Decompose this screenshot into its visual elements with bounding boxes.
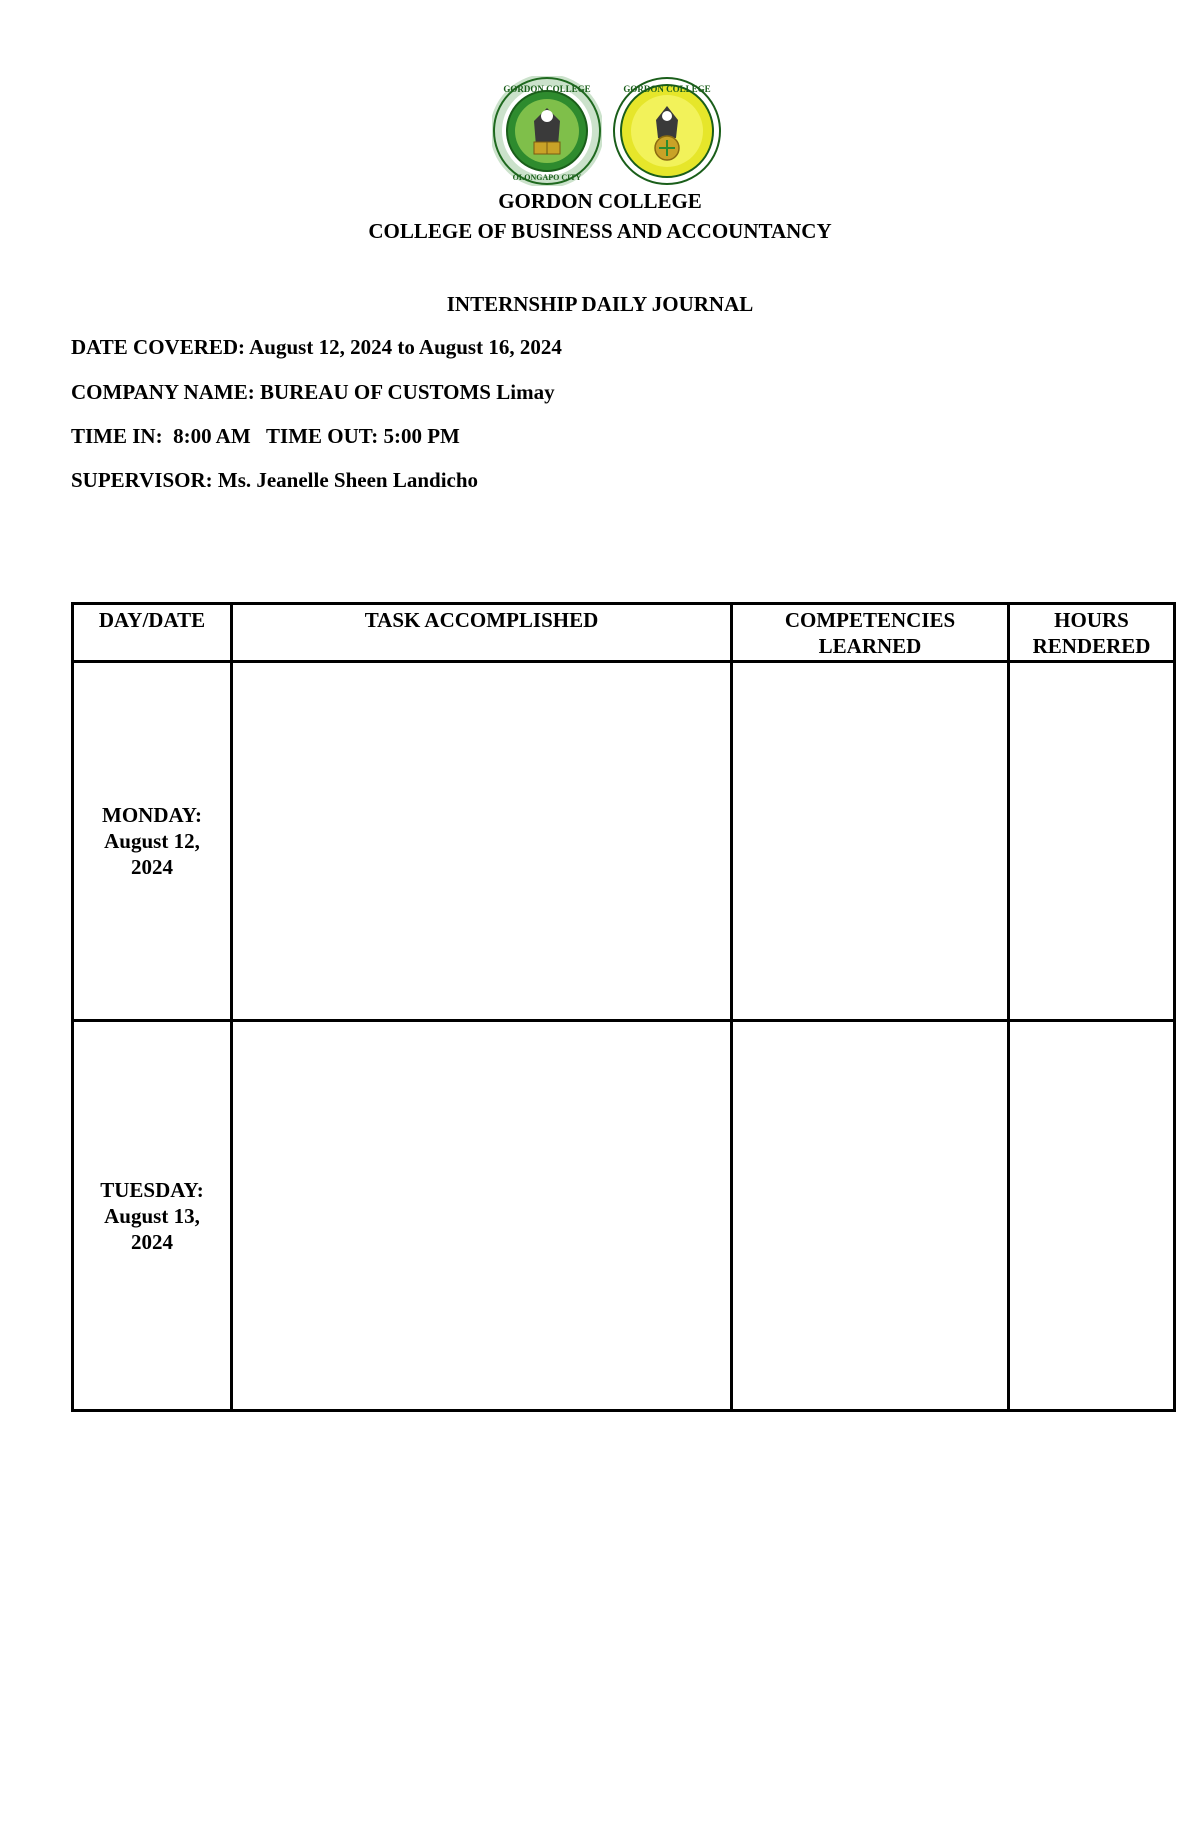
competencies-cell[interactable]	[732, 1021, 1009, 1411]
seal-ring-text: GORDON COLLEGE	[503, 84, 591, 94]
seal-ring-bottom-text: OLONGAPO CITY	[512, 173, 582, 182]
hours-cell[interactable]	[1009, 1021, 1175, 1411]
header-task-accomplished	[232, 604, 732, 662]
competencies-cell[interactable]	[732, 662, 1009, 1021]
header-day-date	[73, 604, 232, 662]
date-covered: DATE COVERED: August 12, 2024 to August 16, 2024	[71, 335, 562, 359]
day-date-cell	[73, 1021, 232, 1411]
day-label: TUESDAY:	[100, 1177, 204, 1202]
header-competencies-learned	[732, 604, 1009, 662]
time-in-out: TIME IN: 8:00 AM TIME OUT: 5:00 PM	[71, 424, 460, 448]
table-row	[73, 1021, 1175, 1411]
hours-cell[interactable]	[1009, 662, 1175, 1021]
gordon-college-seal-logo	[492, 76, 602, 186]
day-label: MONDAY:	[102, 803, 202, 827]
table-header-row	[73, 604, 1175, 662]
header-hours-line2: RENDERED	[1032, 634, 1151, 658]
header-day-date-label: DAY/DATE	[98, 608, 206, 632]
seal-ring-text: GORDON COLLEGE	[623, 84, 711, 94]
day-date-cell	[73, 662, 232, 1021]
cba-seal-logo	[612, 76, 722, 186]
date-label: August 13,	[104, 1203, 200, 1228]
header-hours-line1: HOURS	[1054, 608, 1129, 632]
company-name: COMPANY NAME: BUREAU OF CUSTOMS Limay	[71, 380, 555, 404]
journal-table	[71, 602, 1176, 1412]
college-name: COLLEGE OF BUSINESS AND ACCOUNTANCY	[368, 219, 832, 243]
header-competencies-line1: COMPETENCIES	[784, 608, 956, 632]
year-label: 2024	[131, 1229, 173, 1254]
header-task-label: TASK ACCOMPLISHED	[364, 608, 599, 632]
task-cell[interactable]	[232, 662, 732, 1021]
table-row	[73, 662, 1175, 1021]
journal-title: INTERNSHIP DAILY JOURNAL	[446, 292, 754, 316]
college-logos	[492, 76, 724, 186]
task-cell[interactable]	[232, 1021, 732, 1411]
year-label: 2024	[131, 855, 173, 879]
header-hours-rendered	[1009, 604, 1175, 662]
date-label: August 12,	[104, 829, 200, 853]
header-competencies-line2: LEARNED	[818, 634, 922, 658]
school-name: GORDON COLLEGE	[498, 189, 702, 213]
supervisor: SUPERVISOR: Ms. Jeanelle Sheen Landicho	[71, 468, 479, 492]
